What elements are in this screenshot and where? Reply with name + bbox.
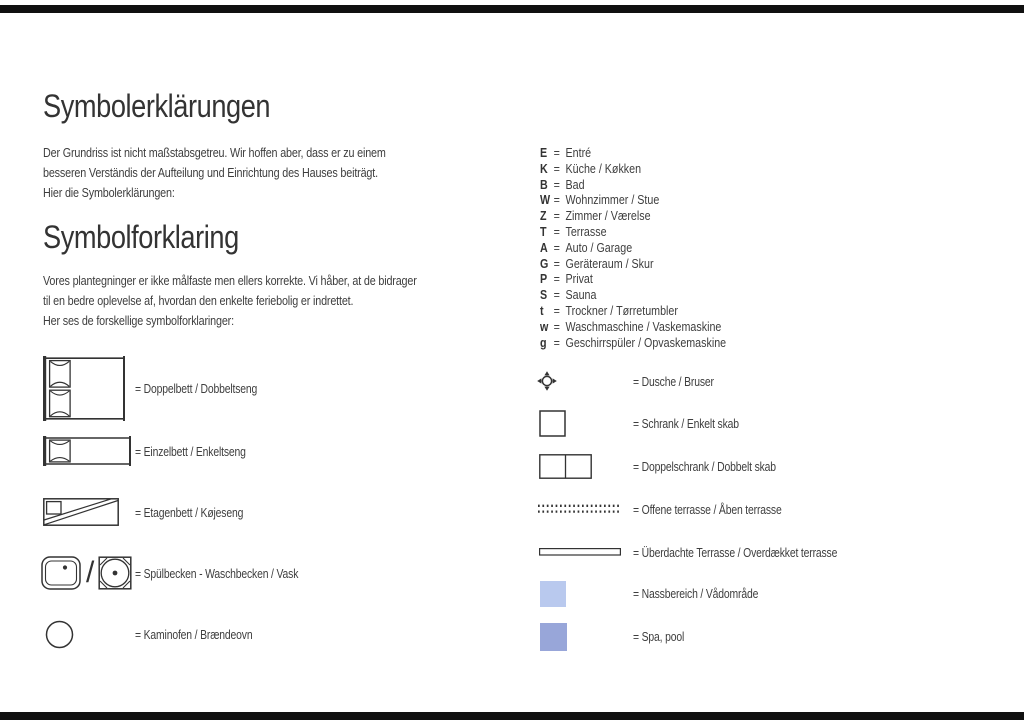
room-code-label: Wohnzimmer / Stue <box>565 193 660 208</box>
equals-sign: = <box>553 319 560 334</box>
legend-row <box>540 622 697 651</box>
room-code-row <box>540 178 726 194</box>
room-code: E <box>540 146 548 160</box>
shower-icon <box>537 371 557 391</box>
room-code: A <box>540 240 548 255</box>
room-code-row <box>540 304 726 320</box>
danish-intro-line: Vores plantegninger er ikke målfaste men ellers korrekte. Vi håber, at de bidrager <box>43 273 417 288</box>
equals-sign: = <box>553 240 560 255</box>
room-code-row <box>540 146 726 162</box>
room-code-list <box>540 146 726 351</box>
room-code-row <box>540 320 726 336</box>
room-code-label: Geräteraum / Skur <box>565 256 654 271</box>
legend-row <box>537 371 734 391</box>
equals-sign: = <box>553 146 560 160</box>
room-code-row <box>540 288 726 304</box>
room-code: t <box>540 303 544 318</box>
legend-label: = Nassbereich / Vådområde <box>633 586 759 601</box>
equals-sign: = <box>553 161 560 176</box>
room-code: K <box>540 161 548 176</box>
room-code-row <box>540 272 726 288</box>
covered-terrace-icon <box>539 548 621 556</box>
slash-separator: / <box>86 556 95 589</box>
legend-label: = Spülbecken - Waschbecken / Vask <box>135 565 299 581</box>
room-code: W <box>540 193 551 208</box>
room-code-label: Waschmaschine / Vaskemaskine <box>565 319 722 334</box>
spa-pool-icon <box>540 623 567 651</box>
room-code-row <box>540 241 726 257</box>
legend-label: = Schrank / Enkelt skab <box>633 416 739 431</box>
equals-sign: = <box>553 288 560 303</box>
equals-sign: = <box>553 272 560 287</box>
room-code-label: Trockner / Tørretumbler <box>565 303 678 318</box>
room-code-row <box>540 162 726 178</box>
legend-row <box>41 555 339 591</box>
danish-title: Symbolforklaring <box>43 219 239 255</box>
single-cabinet-icon <box>539 410 566 437</box>
room-code: w <box>540 319 549 334</box>
top-rule <box>0 5 1024 13</box>
room-code-label: Privat <box>565 272 593 287</box>
legend-label: = Offene terrasse / Åben terrasse <box>633 501 782 517</box>
german-intro-line: Der Grundriss ist nicht maßstabsgetreu. Wir hoffen aber, dass er zu einem <box>43 145 386 160</box>
legend-row <box>45 620 282 649</box>
room-code: B <box>540 177 548 192</box>
open-terrace-icon <box>537 504 621 514</box>
equals-sign: = <box>553 303 560 318</box>
room-code-row <box>540 257 726 273</box>
double-bed-icon <box>43 356 127 421</box>
legend-label: = Kaminofen / Brændeovn <box>135 627 253 642</box>
legend-label: = Doppelschrank / Dobbelt skab <box>633 459 776 474</box>
room-code-label: Geschirrspüler / Opvaskemaskine <box>565 335 727 350</box>
danish-intro-line: Her ses de forskellige symbolforklaringer: <box>43 313 234 328</box>
room-code: T <box>540 224 547 239</box>
room-code-label: Terrasse <box>565 224 607 239</box>
room-code-label: Sauna <box>565 288 597 303</box>
legend-label: = Überdachte Terrasse / Overdækket terrasse <box>633 544 838 560</box>
german-title: Symbolerklärungen <box>43 88 271 124</box>
room-code-row <box>540 209 726 225</box>
danish-intro-line: til en bedre oplevelse af, hvordan den enkelte feriebolig er indrettet. <box>43 293 354 308</box>
danish-intro <box>43 271 493 331</box>
legend-row <box>539 410 765 437</box>
room-code: S <box>540 288 548 303</box>
bunk-bed-icon <box>43 498 119 526</box>
room-code: G <box>540 256 549 271</box>
room-code-label: Zimmer / Værelse <box>565 209 651 224</box>
equals-sign: = <box>553 256 560 271</box>
equals-sign: = <box>553 209 560 224</box>
german-intro <box>43 143 456 203</box>
washbasin-icon <box>98 556 132 590</box>
equals-sign: = <box>553 177 560 192</box>
legend-row <box>540 580 790 607</box>
room-code: P <box>540 272 548 287</box>
legend-row <box>43 356 288 421</box>
german-intro-line: Hier die Symbolerklärungen: <box>43 185 175 200</box>
room-code-row <box>540 336 726 352</box>
equals-sign: = <box>553 335 560 350</box>
german-intro-line: besseren Verständis der Aufteilung und Einrichtung des Hauses beiträgt. <box>43 165 378 180</box>
wet-area-icon <box>540 581 566 607</box>
room-code: g <box>540 335 547 350</box>
single-bed-icon <box>43 436 131 466</box>
legend-row <box>537 501 819 517</box>
legend-row <box>539 454 812 479</box>
equals-sign: = <box>553 193 560 208</box>
legend-label: = Dusche / Bruser <box>633 373 714 389</box>
double-cabinet-icon <box>539 454 592 479</box>
bottom-rule <box>0 712 1024 720</box>
wood-stove-icon <box>45 620 74 649</box>
room-code-label: Küche / Køkken <box>565 161 642 176</box>
legend-row <box>539 544 888 560</box>
kitchen-sink-icon <box>41 556 81 590</box>
room-code-row <box>540 225 726 241</box>
legend-label: = Einzelbett / Enkeltseng <box>135 443 246 459</box>
legend-row <box>43 436 273 466</box>
room-code: Z <box>540 209 547 224</box>
legend-label: = Doppelbett / Dobbeltseng <box>135 381 258 396</box>
legend-label: = Spa, pool <box>633 629 685 644</box>
room-code-label: Auto / Garage <box>565 240 633 255</box>
equals-sign: = <box>553 224 560 239</box>
room-code-label: Bad <box>565 177 585 192</box>
room-code-label: Entré <box>565 146 592 160</box>
legend-row <box>43 498 270 526</box>
legend-label: = Etagenbett / Køjeseng <box>135 504 244 520</box>
room-code-row <box>540 193 726 209</box>
